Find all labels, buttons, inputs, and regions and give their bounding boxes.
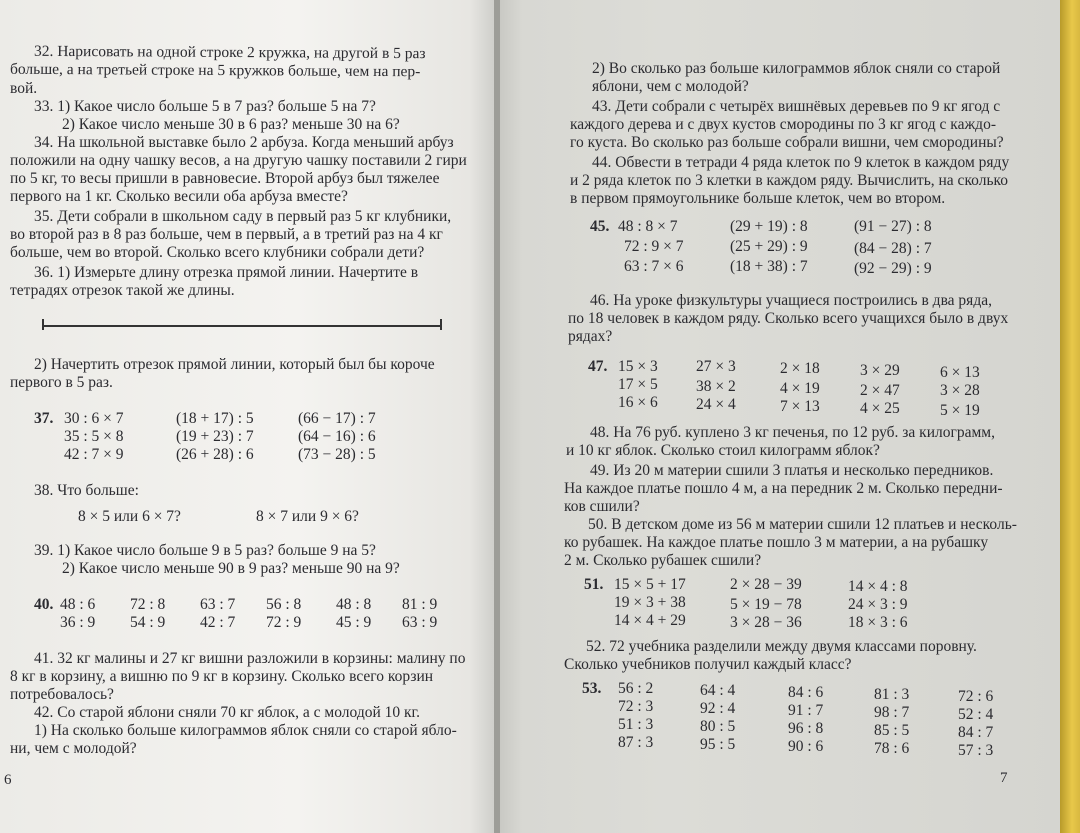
text-line: 2) Во сколько раз больше килограммов яблок сняли со старой: [592, 60, 1001, 77]
text-line: 39. 1) Какое число больше 9 в 5 раз? больше 9 на 5?: [34, 542, 376, 559]
expression: 17 × 5: [618, 376, 658, 393]
text-line: по 5 кг, то весы пришли в равновесие. Второй арбуз был тяжелее: [10, 170, 440, 187]
expression: 64 : 4: [700, 682, 736, 699]
expression: 2 × 18: [780, 360, 820, 377]
expression: 8 × 7 или 9 × 6?: [256, 508, 359, 525]
expression: 14 × 4 + 29: [614, 612, 686, 629]
expression: 16 × 6: [618, 394, 658, 411]
text-line: 2 м. Сколько рубашек сшили?: [564, 552, 762, 569]
text-line: положили на одну чашку весов, а на другую чашку поставили 2 гири: [10, 152, 467, 169]
expression: 56 : 8: [266, 596, 302, 613]
expression: 72 : 9: [266, 614, 302, 631]
exercise-number: 51.: [584, 576, 604, 593]
expression: 81 : 9: [402, 596, 438, 613]
segment-end-tick: [440, 319, 442, 330]
expression: 38 × 2: [696, 378, 736, 395]
expression: 4 × 19: [780, 380, 820, 397]
text-line: 38. Что больше:: [34, 482, 139, 499]
expression: 35 : 5 × 8: [64, 428, 124, 445]
expression: (19 + 23) : 7: [176, 428, 254, 445]
text-line: и 10 кг яблок. Сколько стоил килограмм яблок?: [566, 442, 880, 459]
expression: 98 : 7: [874, 704, 910, 721]
expression: (92 − 29) : 9: [854, 260, 932, 277]
expression: (26 + 28) : 6: [176, 446, 254, 463]
expression: 4 × 25: [860, 400, 900, 417]
text-line: 50. В детском доме из 56 м материи сшили 12 платьев и несколь-: [588, 516, 1017, 533]
expression: 96 : 8: [788, 720, 824, 737]
text-line: первого на 1 кг. Сколько весили оба арбуза вместе?: [10, 188, 348, 205]
expression: 15 × 5 + 17: [614, 576, 686, 593]
text-line: вой.: [10, 80, 38, 97]
page-number: 7: [1000, 770, 1008, 786]
expression: 24 × 3 : 9: [848, 596, 908, 613]
text-line: 43. Дети собрали с четырёх вишнёвых деревьев по 9 кг ягод с: [592, 98, 1001, 115]
text-line: 2) Какое число меньше 30 в 6 раз? меньше 30 на 6?: [62, 116, 400, 133]
expression: 2 × 47: [860, 382, 900, 399]
expression: (18 + 38) : 7: [730, 258, 808, 275]
expression: (84 − 28) : 7: [854, 240, 932, 257]
text-line: 49. Из 20 м материи сшили 3 платья и несколько передников.: [590, 462, 994, 479]
expression: 7 × 13: [780, 398, 820, 415]
left-page: [0, 0, 494, 833]
expression: 2 × 28 − 39: [730, 576, 802, 593]
expression: 3 × 28: [940, 382, 980, 399]
text-line: 8 кг в корзину, а вишню по 9 кг в корзину. Сколько всего корзин: [10, 668, 434, 685]
expression: 52 : 4: [958, 706, 994, 723]
expression: 57 : 3: [958, 742, 994, 759]
expression: 24 × 4: [696, 396, 736, 413]
expression: 42 : 7 × 9: [64, 446, 124, 463]
text-line: 44. Обвести в тетради 4 ряда клеток по 9 клеток в каждом ряду: [592, 154, 1010, 171]
expression: 30 : 6 × 7: [64, 410, 124, 427]
text-line: 33. 1) Какое число больше 5 в 7 раз? больше 5 на 7?: [34, 98, 376, 115]
expression: 48 : 8: [336, 596, 372, 613]
text-line: 34. На школьной выставке было 2 арбуза. Когда меньший арбуз: [34, 134, 454, 151]
expression: 84 : 6: [788, 684, 824, 701]
expression: 81 : 3: [874, 686, 910, 703]
expression: 45 : 9: [336, 614, 372, 631]
expression: 18 × 3 : 6: [848, 614, 908, 631]
text-line: 46. На уроке физкультуры учащиеся построились в два ряда,: [590, 292, 992, 309]
text-line: 36. 1) Измерьте длину отрезка прямой линии. Начертите в: [34, 264, 419, 281]
text-line: в первом прямоугольнике больше клеток, чем во втором.: [570, 190, 946, 207]
text-line: го куста. Во сколько раз больше собрали вишни, чем смородины?: [570, 134, 1004, 151]
expression: 6 × 13: [940, 364, 980, 381]
expression: 91 : 7: [788, 702, 824, 719]
exercise-number: 53.: [582, 680, 602, 697]
expression: 3 × 29: [860, 362, 900, 379]
expression: 19 × 3 + 38: [614, 594, 686, 611]
text-line: тетрадях отрезок такой же длины.: [10, 282, 235, 299]
expression: 78 : 6: [874, 740, 910, 757]
expression: 5 × 19 − 78: [730, 596, 802, 613]
text-line: первого в 5 раз.: [10, 374, 113, 391]
page-number: 6: [4, 772, 12, 788]
expression: (25 + 29) : 9: [730, 238, 808, 255]
expression: 84 : 7: [958, 724, 994, 741]
text-line: 42. Со старой яблони сняли 70 кг яблок, а с молодой 10 кг.: [34, 704, 421, 721]
expression: 48 : 6: [60, 596, 96, 613]
text-line: рядах?: [568, 328, 613, 345]
expression: 72 : 9 × 7: [624, 238, 684, 255]
expression: 51 : 3: [618, 716, 654, 733]
text-line: ни, чем с молодой?: [10, 740, 137, 757]
expression: 90 : 6: [788, 738, 824, 755]
expression: 48 : 8 × 7: [618, 218, 678, 235]
expression: 56 : 2: [618, 680, 654, 697]
text-line: потребовалось?: [10, 686, 114, 703]
expression: (29 + 19) : 8: [730, 218, 808, 235]
expression: 15 × 3: [618, 358, 658, 375]
expression: 54 : 9: [130, 614, 166, 631]
expression: 95 : 5: [700, 736, 736, 753]
text-line: 41. 32 кг малины и 27 кг вишни разложили в корзины: малину по: [34, 650, 466, 667]
text-line: по 18 человек в каждом ряду. Сколько всего учащихся было в двух: [568, 310, 1009, 327]
text-line: больше, а на третьей строке на 5 кружков больше, чем на пер-: [9, 60, 421, 81]
expression: (66 − 17) : 7: [298, 410, 376, 427]
text-line: 35. Дети собрали в школьном саду в первый раз 5 кг клубники,: [34, 208, 452, 225]
expression: 72 : 3: [618, 698, 654, 715]
expression: 3 × 28 − 36: [730, 614, 802, 631]
book-cover-edge: [1060, 0, 1080, 833]
text-line: 2) Начертить отрезок прямой линии, который был бы короче: [34, 356, 435, 373]
text-line: 32. Нарисовать на одной строке 2 кружка, на другой в 5 раз: [33, 42, 426, 63]
expression: 63 : 9: [402, 614, 438, 631]
expression: 72 : 8: [130, 596, 166, 613]
text-line: во второй раз в 8 раз больше, чем в первый, а в третий раз на 4 кг: [10, 226, 443, 243]
text-line: каждого дерева и с двух кустов смородины по 3 кг ягод с каждо-: [570, 116, 996, 133]
expression: 14 × 4 : 8: [848, 578, 908, 595]
expression: 85 : 5: [874, 722, 910, 739]
text-line: Сколько учебников получил каждый класс?: [564, 656, 852, 673]
expression: 63 : 7 × 6: [624, 258, 684, 275]
exercise-number: 45.: [590, 218, 610, 235]
expression: 87 : 3: [618, 734, 654, 751]
text-line: 48. На 76 руб. куплено 3 кг печенья, по 12 руб. за килограмм,: [590, 424, 995, 441]
expression: (18 + 17) : 5: [176, 410, 254, 427]
expression: 36 : 9: [60, 614, 96, 631]
text-line: 1) На сколько больше килограммов яблок сняли со старой ябло-: [34, 722, 457, 739]
expression: 92 : 4: [700, 700, 736, 717]
text-line: ко рубашек. На каждое платье пошло 3 м материи, а на рубашку: [564, 534, 989, 551]
expression: 5 × 19: [940, 402, 980, 419]
expression: 42 : 7: [200, 614, 236, 631]
segment-line: [42, 325, 442, 327]
text-line: и 2 ряда клеток по 3 клетки в каждом ряду. Вычислить, на сколько: [570, 172, 1009, 189]
expression: 63 : 7: [200, 596, 236, 613]
text-line: 52. 72 учебника разделили между двумя классами поровну.: [586, 638, 977, 655]
expression: (64 − 16) : 6: [298, 428, 376, 445]
segment-end-tick: [42, 319, 44, 330]
expression: 8 × 5 или 6 × 7?: [78, 508, 181, 525]
text-line: На каждое платье пошло 4 м, а на передник 2 м. Сколько передни-: [564, 480, 1003, 497]
exercise-number: 47.: [588, 358, 608, 375]
text-line: ков сшили?: [564, 498, 640, 515]
text-line: больше, чем во второй. Сколько всего клубники собрали дети?: [10, 244, 425, 261]
expression: (73 − 28) : 5: [298, 446, 376, 463]
expression: 72 : 6: [958, 688, 994, 705]
right-page: [500, 0, 1060, 833]
expression: 27 × 3: [696, 358, 736, 375]
expression: (91 − 27) : 8: [854, 218, 932, 235]
text-line: 2) Какое число меньше 90 в 9 раз? меньше 90 на 9?: [62, 560, 400, 577]
exercise-number: 37.: [34, 410, 54, 427]
exercise-number: 40.: [34, 596, 54, 613]
expression: 80 : 5: [700, 718, 736, 735]
text-line: яблони, чем с молодой?: [592, 78, 749, 95]
